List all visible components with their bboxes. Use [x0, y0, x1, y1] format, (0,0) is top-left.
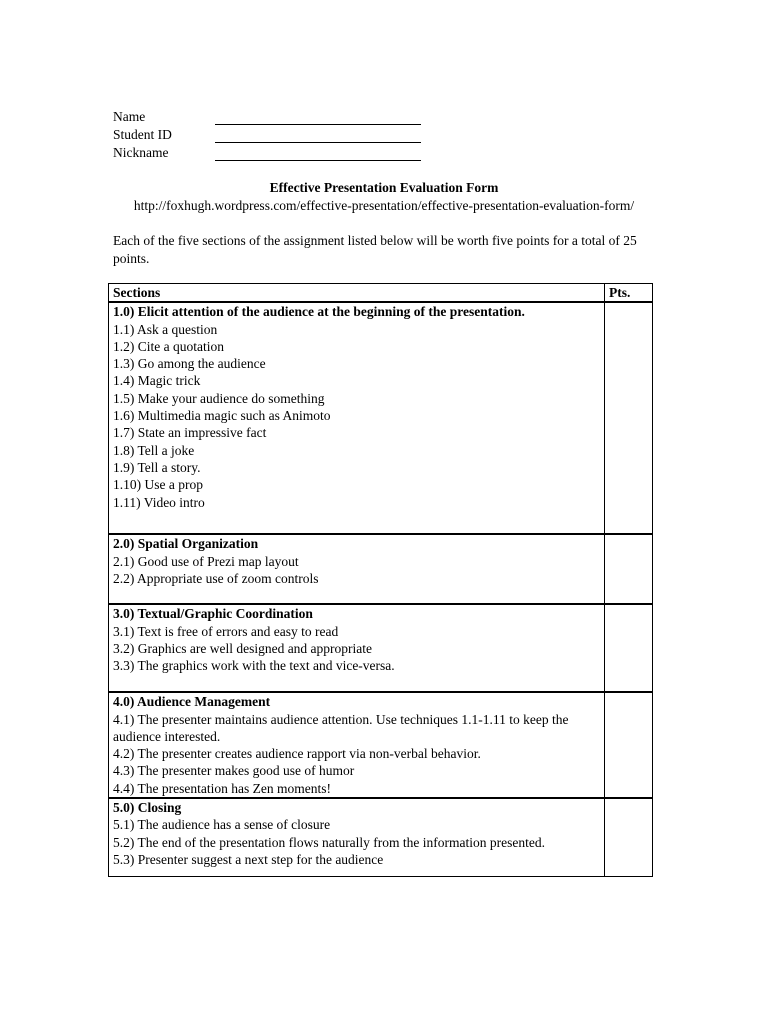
nickname-blank-line[interactable]: [215, 160, 421, 161]
section-cell-2: [109, 534, 605, 604]
list-item: 1.8) Tell a joke: [113, 442, 195, 458]
list-item: 1.2) Cite a quotation: [113, 338, 224, 354]
student-id-field[interactable]: [113, 126, 215, 144]
list-item: 3.1) Text is free of errors and easy to read: [113, 623, 339, 639]
section-row-3: [109, 604, 653, 692]
list-item: 1.6) Multimedia magic such as Animoto: [113, 408, 331, 424]
intro-paragraph: Each of the five sections of the assignment listed below will be worth five points for a total of 25 points.: [113, 233, 637, 266]
points-cell-4[interactable]: [605, 692, 653, 798]
points-cell-3[interactable]: [605, 604, 653, 692]
form-url: http://foxhugh.wordpress.com/effective-presentation/effective-presentation-evaluation-form/: [133, 198, 635, 213]
form-title: Effective Presentation Evaluation Form: [269, 180, 499, 195]
list-item: 1.9) Tell a story.: [113, 459, 201, 475]
nickname-label: Nickname: [113, 145, 169, 160]
list-item: 5.1) The audience has a sense of closure: [113, 817, 331, 833]
list-item: 4.3) The presenter makes good use of humor: [113, 763, 355, 779]
nickname-field[interactable]: [113, 144, 215, 162]
section-heading-3: 3.0) Textual/Graphic Coordination: [113, 606, 313, 622]
name-label: Name: [113, 109, 146, 124]
list-item: 1.1) Ask a question: [113, 321, 218, 337]
section-heading-1: 1.0) Elicit attention of the audience at the beginning of the presentation.: [113, 304, 525, 320]
points-column-header: Pts.: [605, 284, 653, 303]
student-id-label: Student ID: [113, 127, 172, 142]
list-item: 1.5) Make your audience do something: [113, 390, 325, 406]
section-cell-4: [109, 692, 605, 798]
list-item: 1.10) Use a prop: [113, 477, 203, 493]
list-item: 3.2) Graphics are well designed and appropriate: [113, 640, 373, 656]
section-row-5: [109, 798, 653, 877]
list-item: 1.7) State an impressive fact: [113, 425, 267, 441]
list-item: 4.4) The presentation has Zen moments!: [113, 780, 331, 796]
section-cell-3: [109, 604, 605, 692]
points-cell-1[interactable]: [605, 302, 653, 534]
section-cell-1: [109, 302, 605, 534]
list-item: 4.1) The presenter maintains audience attention. Use techniques 1.1-1.11 to keep the audience interested.: [113, 711, 569, 744]
list-item: 5.2) The end of the presentation flows naturally from the information presented.: [113, 834, 545, 850]
section-heading-2: 2.0) Spatial Organization: [113, 536, 259, 552]
list-item: 1.4) Magic trick: [113, 373, 201, 389]
list-item: 2.1) Good use of Prezi map layout: [113, 553, 299, 569]
student-id-blank-line[interactable]: [215, 142, 421, 143]
name-blank-line[interactable]: [215, 124, 421, 125]
list-item: 3.3) The graphics work with the text and vice-versa.: [113, 658, 395, 674]
list-item: 5.3) Presenter suggest a next step for the audience: [113, 851, 384, 867]
points-cell-5[interactable]: [605, 798, 653, 877]
section-row-4: [109, 692, 653, 798]
evaluation-table: [108, 283, 653, 877]
section-heading-5: 5.0) Closing: [113, 800, 182, 816]
list-item: 2.2) Appropriate use of zoom controls: [113, 570, 319, 586]
list-item: 1.3) Go among the audience: [113, 356, 266, 372]
section-heading-4: 4.0) Audience Management: [113, 694, 271, 710]
table-header-row: [109, 284, 653, 303]
section-row-1: [109, 302, 653, 534]
sections-column-header: Sections: [109, 284, 605, 303]
points-cell-2[interactable]: [605, 534, 653, 604]
list-item: 1.11) Video intro: [113, 494, 205, 510]
section-row-2: [109, 534, 653, 604]
list-item: 4.2) The presenter creates audience rapport via non-verbal behavior.: [113, 746, 481, 762]
name-field[interactable]: [113, 108, 215, 126]
section-cell-5: [109, 798, 605, 877]
student-info-fields: [113, 108, 215, 162]
